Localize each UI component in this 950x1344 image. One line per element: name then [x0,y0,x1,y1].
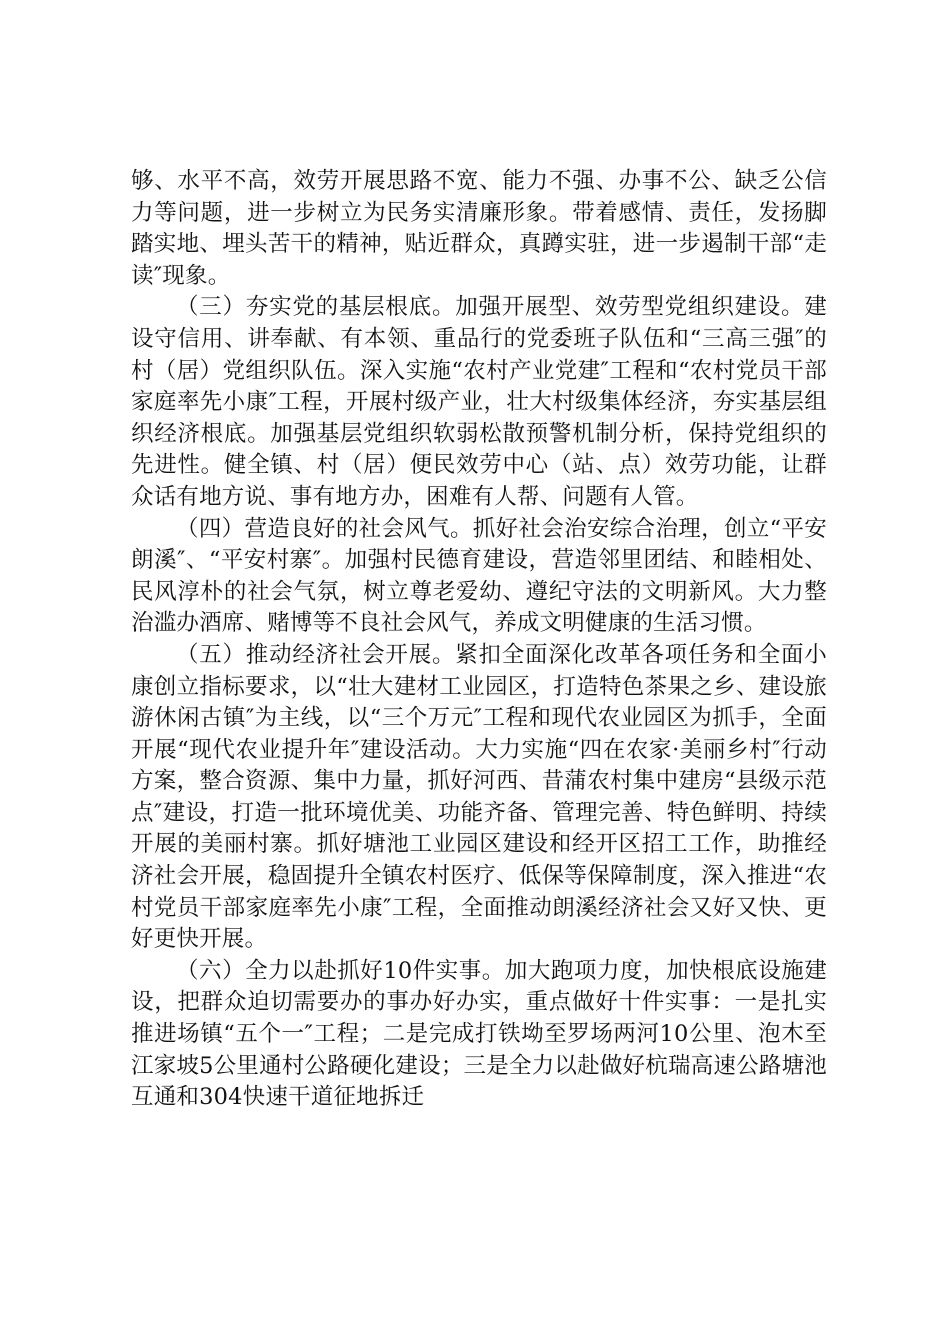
document-body [131,166,827,1114]
paragraph-continuation: 够、水平不高，效劳开展思路不宽、能力不强、办事不公、缺乏公信力等问题，进一步树立为民务实清廉形象。带着感情、责任，发扬脚踏实地、埋头苦干的精神，贴近群众，真蹲实驻，进一步遏制干部“走读″现象。 [131,168,827,289]
paragraph-section-6: （六）全力以赴抓好10件实事。加大跑项力度，加快根底设施建设，把群众迫切需要办的事办好办实，重点做好十件实事：一是扎实推进场镇“五个一″工程；二是完成打铁坳至罗场两河10公里、泡木至江家坡5公里通村公路硬化建设；三是全力以赴做好杭瑞高速公路塘池互通和304快速干道征地拆迁 [131,957,827,1111]
paragraph-section-5: （五）推动经济社会开展。紧扣全面深化改革各项任务和全面小康创立指标要求，以“壮大建材工业园区，打造特色茶果之乡、建设旅游休闲古镇″为主线，以“三个万元″工程和现代农业园区为抓手，全面开展“现代农业提升年″建设活动。大力实施“四在农家·美丽乡村″行动方案，整合资源、集中力量，抓好河西、昔蒲农村集中建房“县级示范点″建设，打造一批环境优美、功能齐备、管理完善、特色鲜明、持续开展的美丽村寨。抓好塘池工业园区建设和经开区招工工作，助推经济社会开展，稳固提升全镇农村医疗、低保等保障制度，深入推进“农村党员干部家庭率先小康″工程，全面推动朗溪经济社会又好又快、更好更快开展。 [131,641,827,953]
paragraph-section-3: （三）夯实党的基层根底。加强开展型、效劳型党组织建设。建设守信用、讲奉献、有本领、重品行的党委班子队伍和“三高三强″的村（居）党组织队伍。深入实施“农村产业党建″工程和“农村党员干部家庭率先小康″工程，开展村级产业，壮大村级集体经济，夯实基层组织经济根底。加强基层党组织软弱松散预警机制分析，保持党组织的先进性。健全镇、村（居）便民效劳中心（站、点）效劳功能，让群众话有地方说、事有地方办，困难有人帮、问题有人管。 [131,294,827,510]
paragraph-section-4: （四）营造良好的社会风气。抓好社会治安综合治理，创立“平安朗溪″、“平安村寨″。加强村民德育建设，营造邻里团结、和睦相处、民风淳朴的社会气氛，树立尊老爱幼、遵纪守法的文明新风。大力整治滥办酒席、赌博等不良社会风气，养成文明健康的生活习惯。 [131,515,827,637]
